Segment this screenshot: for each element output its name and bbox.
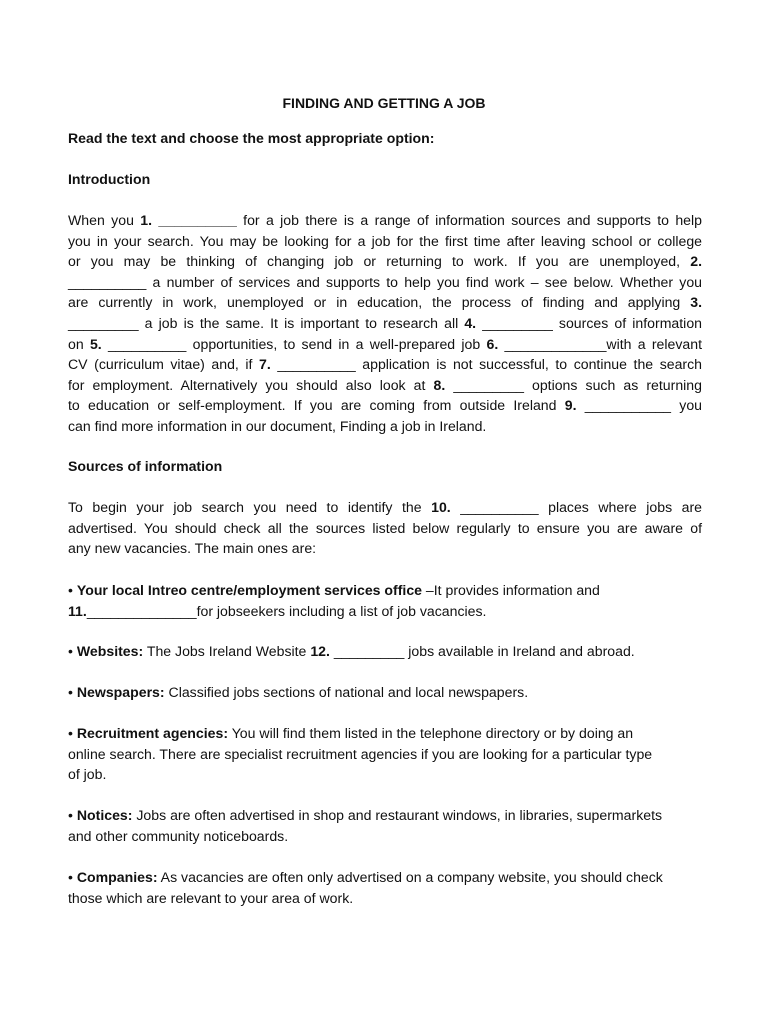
text-segment: _________ a job is the same. It is important to research all [68, 314, 465, 331]
intro-paragraph [68, 210, 702, 437]
text-line [68, 334, 702, 355]
text-segment: on [68, 335, 90, 352]
bold-segment: Notices: [76, 807, 133, 823]
text-line [68, 601, 702, 622]
text-segment: • [68, 725, 77, 741]
bullet-intreo [68, 580, 702, 621]
text-segment: ______________for jobseekers including a list of job vacancies. [86, 602, 487, 619]
text-segment: to education or self-employment. If you are coming from outside Ireland [68, 397, 565, 414]
text-segment: • [68, 807, 77, 823]
intro-heading: Introduction [68, 171, 151, 187]
text-segment: _________ jobs available in Ireland and abroad. [329, 643, 635, 659]
text-segment: __________ a number of services and supports to help you find work – see below. Whether you [68, 273, 702, 290]
bold-segment: 6. [486, 335, 499, 352]
text-line [68, 867, 702, 888]
text-line [68, 744, 702, 765]
bold-segment: Companies: [76, 869, 158, 885]
text-segment: advertised. You should check all the sources listed below regularly to ensure you are aware of [68, 519, 702, 536]
text-line [68, 538, 702, 559]
text-segment: • [68, 643, 77, 659]
text-line [68, 888, 702, 909]
page-title: FINDING AND GETTING A JOB [282, 95, 486, 111]
text-segment: The Jobs Ireland Website [143, 643, 311, 659]
text-segment: or you may be thinking of changing job or returning to work. If you are unemployed, [68, 253, 691, 270]
bold-segment: 1. __________ [140, 212, 237, 228]
bullet-companies [68, 867, 702, 908]
text-segment: To begin your job search you need to identify the [68, 499, 432, 515]
text-line [68, 395, 702, 416]
text-segment: you in your search. You may be looking for a job for the first time after leaving school or college [68, 232, 702, 249]
text-segment: _________ options such as returning [445, 376, 702, 393]
text-line [68, 682, 702, 703]
text-segment: • [68, 582, 77, 598]
text-segment: those which are relevant to your area of work. [68, 889, 354, 906]
text-segment: Classified jobs sections of national and local newspapers. [164, 684, 529, 700]
text-line [68, 354, 702, 375]
text-line [68, 375, 702, 396]
text-segment: CV (curriculum vitae) and, if [68, 356, 260, 373]
text-line [68, 497, 702, 518]
bold-segment: 2. [690, 253, 702, 270]
bold-segment: 4. [464, 314, 477, 331]
text-line [68, 313, 702, 334]
text-segment: __________ opportunities, to send in a well-prepared job [101, 335, 487, 352]
text-segment: As vacancies are often only advertised on a company website, you should check [157, 869, 663, 885]
text-segment: any new vacancies. The main ones are: [68, 540, 317, 557]
text-segment: online search. There are specialist recruitment agencies if you are looking for a particular type [68, 745, 653, 762]
instruction-text: Read the text and choose the most appropriate option: [68, 130, 435, 146]
text-segment: • [68, 684, 77, 700]
bullet-recruitment-agencies [68, 723, 702, 785]
bold-segment: Your local Intreo centre/employment services office [76, 582, 423, 598]
text-segment: for a job there is a range of information sources and supports to help [236, 212, 702, 228]
text-line [68, 210, 702, 231]
text-segment: _________ sources of information [476, 314, 702, 331]
text-segment: You will find them listed in the telephone directory or by doing an [228, 725, 634, 741]
bullet-notices [68, 805, 702, 846]
text-line [68, 231, 702, 252]
text-line [68, 826, 702, 847]
text-line [68, 723, 702, 744]
text-segment: When you [68, 212, 141, 228]
text-line [68, 416, 702, 437]
text-segment: –It provides information and [422, 582, 600, 598]
bold-segment: 8. [433, 376, 446, 393]
bold-segment: 11. [68, 602, 87, 619]
bold-segment: 5. [89, 335, 102, 352]
bold-segment: Recruitment agencies: [76, 725, 229, 741]
bold-segment: 10. [431, 499, 451, 515]
bold-segment: 12. [310, 643, 330, 659]
bold-segment: 3. [690, 294, 702, 311]
text-segment: __________ application is not successful, to continue the search [270, 356, 702, 373]
text-line [68, 641, 702, 662]
text-segment: are currently in work, unemployed or in education, the process of finding and applying [68, 294, 691, 311]
text-line [68, 292, 702, 313]
text-line [68, 764, 702, 785]
text-segment: and other community noticeboards. [68, 827, 289, 844]
bold-segment: 7. [259, 356, 271, 373]
text-line [68, 805, 702, 826]
text-line [68, 272, 702, 293]
text-segment: _____________with a relevant [498, 335, 703, 352]
text-line [68, 518, 702, 539]
text-line [68, 251, 702, 272]
text-segment: Jobs are often advertised in shop and restaurant windows, in libraries, supermarkets [132, 807, 663, 823]
text-segment: • [68, 869, 77, 885]
text-line [68, 580, 702, 601]
text-segment: ___________ you [576, 397, 702, 414]
bold-segment: Newspapers: [76, 684, 165, 700]
sources-paragraph [68, 497, 702, 559]
bullet-newspapers [68, 682, 702, 703]
bullet-websites [68, 641, 702, 662]
bold-segment: Websites: [76, 643, 144, 659]
bold-segment: 9. [564, 397, 577, 414]
text-segment: __________ places where jobs are [450, 499, 702, 515]
text-segment: can find more information in our document, Finding a job in Ireland. [68, 417, 487, 434]
text-segment: of job. [68, 766, 107, 783]
sources-heading: Sources of information [68, 458, 223, 474]
text-segment: for employment. Alternatively you should also look at [68, 376, 434, 393]
